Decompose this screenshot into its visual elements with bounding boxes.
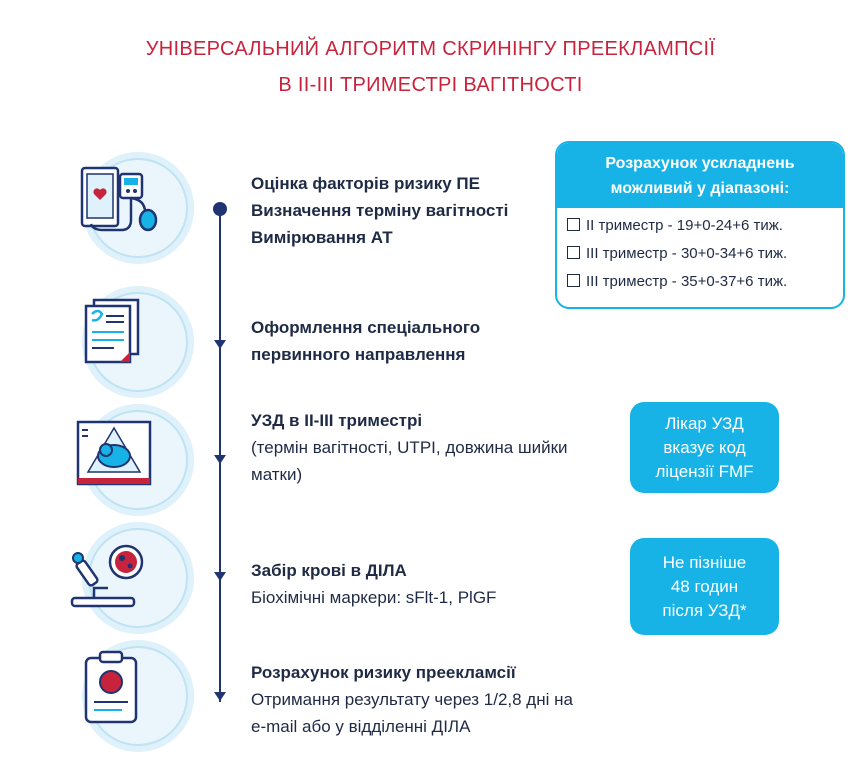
timeline-arrow-3 <box>214 572 226 581</box>
calculation-range-box <box>555 141 845 309</box>
range-item <box>557 268 843 296</box>
timeline-start-dot <box>213 202 227 216</box>
fmf-license-note <box>630 402 779 493</box>
ultrasound-fetus-icon <box>54 410 174 510</box>
step-4-circle <box>82 522 194 634</box>
fmf-note-line-3: ліцензії FMF <box>655 462 754 481</box>
microscope-icon <box>54 528 174 628</box>
step-2-circle <box>82 286 194 398</box>
step-2-text <box>251 314 480 368</box>
referral-documents-icon <box>54 292 174 392</box>
range-item-label: ІІ триместр - 19+0-24+6 тиж. <box>586 217 783 234</box>
timing-note-line-3: після УЗД* <box>662 601 747 620</box>
step-3-circle <box>82 404 194 516</box>
fmf-note-line-2: вказує код <box>663 438 746 457</box>
step-4-text <box>251 557 496 611</box>
step-1-line-3: Вимірювання АТ <box>251 228 393 247</box>
step-1-circle <box>82 152 194 264</box>
range-item-label: ІІІ триместр - 30+0-34+6 тиж. <box>586 245 788 262</box>
step-2-line-1: Оформлення спеціального <box>251 318 481 337</box>
timeline-arrow-2 <box>214 455 226 464</box>
step-1-text <box>251 170 508 251</box>
step-3-line-3: матки) <box>251 465 303 484</box>
step-2-line-2: первинного направлення <box>251 345 466 364</box>
step-5-line-3: e-mail або у відділенні ДІЛА <box>251 717 471 736</box>
step-5-circle <box>82 640 194 752</box>
checkbox-icon <box>567 274 580 287</box>
blood-pressure-monitor-icon <box>54 158 174 258</box>
timeline-arrow-1 <box>214 340 226 349</box>
step-1-line-1: Оцінка факторів ризику ПЕ <box>251 174 480 193</box>
step-3-line-1: УЗД в ІІ-ІІІ триместрі <box>251 411 423 430</box>
step-5-line-1: Розрахунок ризику преекламсії <box>251 663 516 682</box>
timeline-arrow-4 <box>214 692 226 701</box>
fmf-note-line-1: Лікар УЗД <box>665 414 744 433</box>
step-4-line-2: Біохімічні маркери: sFlt-1, PlGF <box>251 588 497 607</box>
step-5-text <box>251 659 573 740</box>
range-item-label: ІІІ триместр - 35+0-37+6 тиж. <box>586 273 788 290</box>
page-title-line-1: УНІВЕРСАЛЬНИЙ АЛГОРИТМ СКРИНІНГУ ПРЕЕКЛАМПСІЇ <box>145 38 716 60</box>
range-heading-line-1: Розрахунок ускладнень <box>605 155 795 172</box>
step-3-line-2: (термін вагітності, UTPI, довжина шийки <box>251 438 568 457</box>
medical-report-icon <box>54 646 174 746</box>
step-5-line-2: Отримання результату через 1/2,8 дні на <box>251 690 573 709</box>
range-box-heading <box>557 143 843 208</box>
page-title-line-2: В ІІ-ІІІ ТРИМЕСТРІ ВАГІТНОСТІ <box>278 74 583 96</box>
step-4-line-1: Забір крові в ДІЛА <box>251 561 407 580</box>
step-1-line-2: Визначення терміну вагітності <box>251 201 509 220</box>
step-3-text <box>251 407 568 488</box>
checkbox-icon <box>567 246 580 259</box>
range-item <box>557 240 843 268</box>
range-item <box>557 212 843 240</box>
timing-note <box>630 538 779 635</box>
range-heading-line-2: можливий у діапазоні: <box>610 180 790 197</box>
timing-note-line-1: Не пізніше <box>662 553 747 572</box>
checkbox-icon <box>567 218 580 231</box>
timing-note-line-2: 48 годин <box>670 577 739 596</box>
